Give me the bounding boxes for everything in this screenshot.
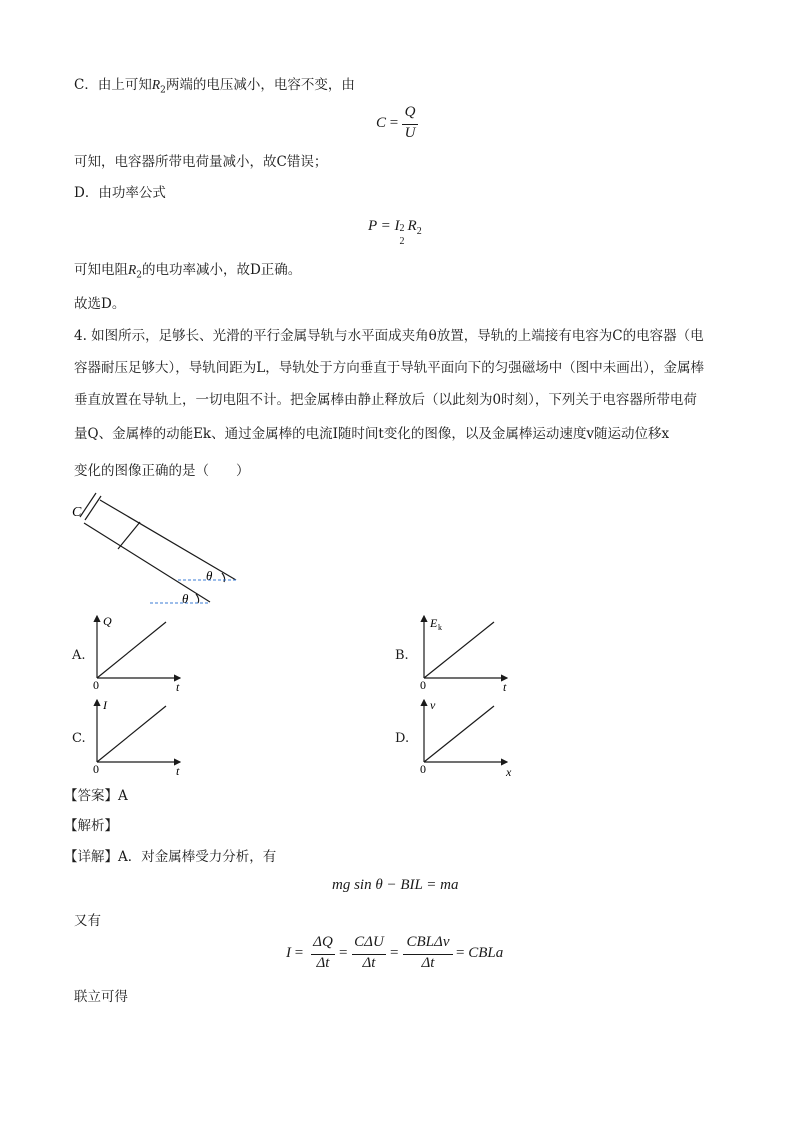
denominator: Δt [362, 955, 376, 971]
line-also: 又有 [74, 913, 101, 929]
graph-b-y-label: E [430, 616, 438, 630]
equation-newton: mg sin θ − BIL = ma [332, 877, 459, 893]
graph-a-x-label: t [176, 680, 180, 694]
eq-end: CBLa [468, 945, 504, 961]
text: 的电功率减小，故D正确。 [141, 262, 302, 278]
detail-label: 【详解】 [64, 849, 118, 865]
graph-d-line [424, 706, 494, 762]
fraction-cbldv-dt [403, 934, 453, 974]
question4-line2: 容器耐压足够大），导轨间距为L，导轨处于方向垂直于导轨平面向下的匀强磁场中（图中未画出），金属棒 [74, 360, 704, 376]
label-c: C [72, 505, 82, 520]
question4-line1: 4. 如图所示，足够长、光滑的平行金属导轨与水平面成夹角θ放置，导轨的上端接有电容为C的电容器（电 [74, 328, 704, 344]
answer-label: 【答案】 [64, 788, 118, 804]
option-b-label: B. [395, 648, 409, 663]
numerator: Q [404, 104, 416, 120]
graph-c [97, 700, 180, 762]
option-c-label: C. [72, 731, 86, 746]
graph-c-line [97, 706, 166, 762]
graph-c-y-label: I [103, 698, 107, 712]
eq-equals: = [390, 945, 399, 961]
numerator: ΔQ [313, 934, 333, 950]
graph-d-origin: 0 [420, 762, 426, 776]
answer-value: A [118, 788, 128, 804]
detail-line [64, 847, 276, 867]
graph-a-line [97, 622, 166, 678]
question4-line4: 量Q、金属棒的动能Ek、通过金属棒的电流I随时间t变化的图像，以及金属棒运动速度v随运动位移x [74, 426, 670, 442]
label-theta-2: θ [182, 591, 189, 606]
eq-lhs: C [376, 115, 387, 131]
sup: 2 [399, 223, 405, 234]
graph-d [424, 700, 507, 762]
graph-a-origin: 0 [93, 678, 99, 692]
line-conclusion-c: 可知，电容器所带电荷量减小，故C错误； [74, 154, 328, 170]
denominator: Δt [316, 955, 330, 971]
detail-text: A．对金属棒受力分析，有 [118, 849, 277, 865]
sub: 2 [160, 85, 166, 96]
text: 可知电阻 [74, 262, 128, 278]
graph-a-y-label: Q [103, 614, 112, 628]
text: C．由上可知 [74, 77, 152, 93]
text: 两端的电压减小，电容不变，由 [165, 77, 355, 93]
eq-text: P = I [368, 218, 400, 234]
graph-c-origin: 0 [93, 762, 99, 776]
answer-line [64, 786, 128, 806]
equation-current: I = [286, 945, 304, 961]
line-combine: 联立可得 [74, 989, 128, 1005]
var-r: R [151, 77, 161, 92]
graph-d-y-label: v [430, 698, 436, 712]
question4-line5: 变化的图像正确的是（ ） [74, 463, 250, 479]
graph-c-x-label: t [176, 764, 180, 778]
line-d-analysis: D．由功率公式 [74, 185, 166, 201]
denominator: U [404, 125, 416, 141]
fraction-dq-dt [311, 934, 335, 974]
var-r: R [128, 262, 137, 277]
question4-line3: 垂直放置在导轨上，一切电阻不计。把金属棒由静止释放后（以此刻为0时刻），下列关于电容器所带电荷 [74, 392, 697, 408]
analysis-label: 【解析】 [64, 818, 118, 834]
line-choose: 故选D。 [74, 296, 126, 312]
fraction-cdu-dt [352, 934, 386, 974]
sub: 2 [136, 270, 142, 281]
sub: 2 [399, 236, 405, 247]
eq-result: = CBLa [456, 945, 504, 961]
graph-b-x-label: t [503, 680, 507, 694]
numerator: CBLΔv [406, 934, 450, 950]
eq-r: R [407, 218, 417, 234]
option-a-label: A. [72, 648, 86, 663]
label-theta-1: θ [206, 568, 213, 583]
eq-i: I [286, 945, 291, 961]
eq-equals: = [339, 945, 348, 961]
graph-b-origin: 0 [420, 678, 426, 692]
sub: 2 [416, 226, 422, 237]
graph-b-line [424, 622, 494, 678]
numerator: CΔU [354, 934, 384, 950]
option-d-label: D. [395, 731, 410, 746]
equation-capacitance: C = [376, 115, 399, 131]
graph-d-x-label: x [506, 765, 512, 779]
graph-b-y-sub: k [438, 623, 442, 632]
denominator: Δt [421, 955, 435, 971]
